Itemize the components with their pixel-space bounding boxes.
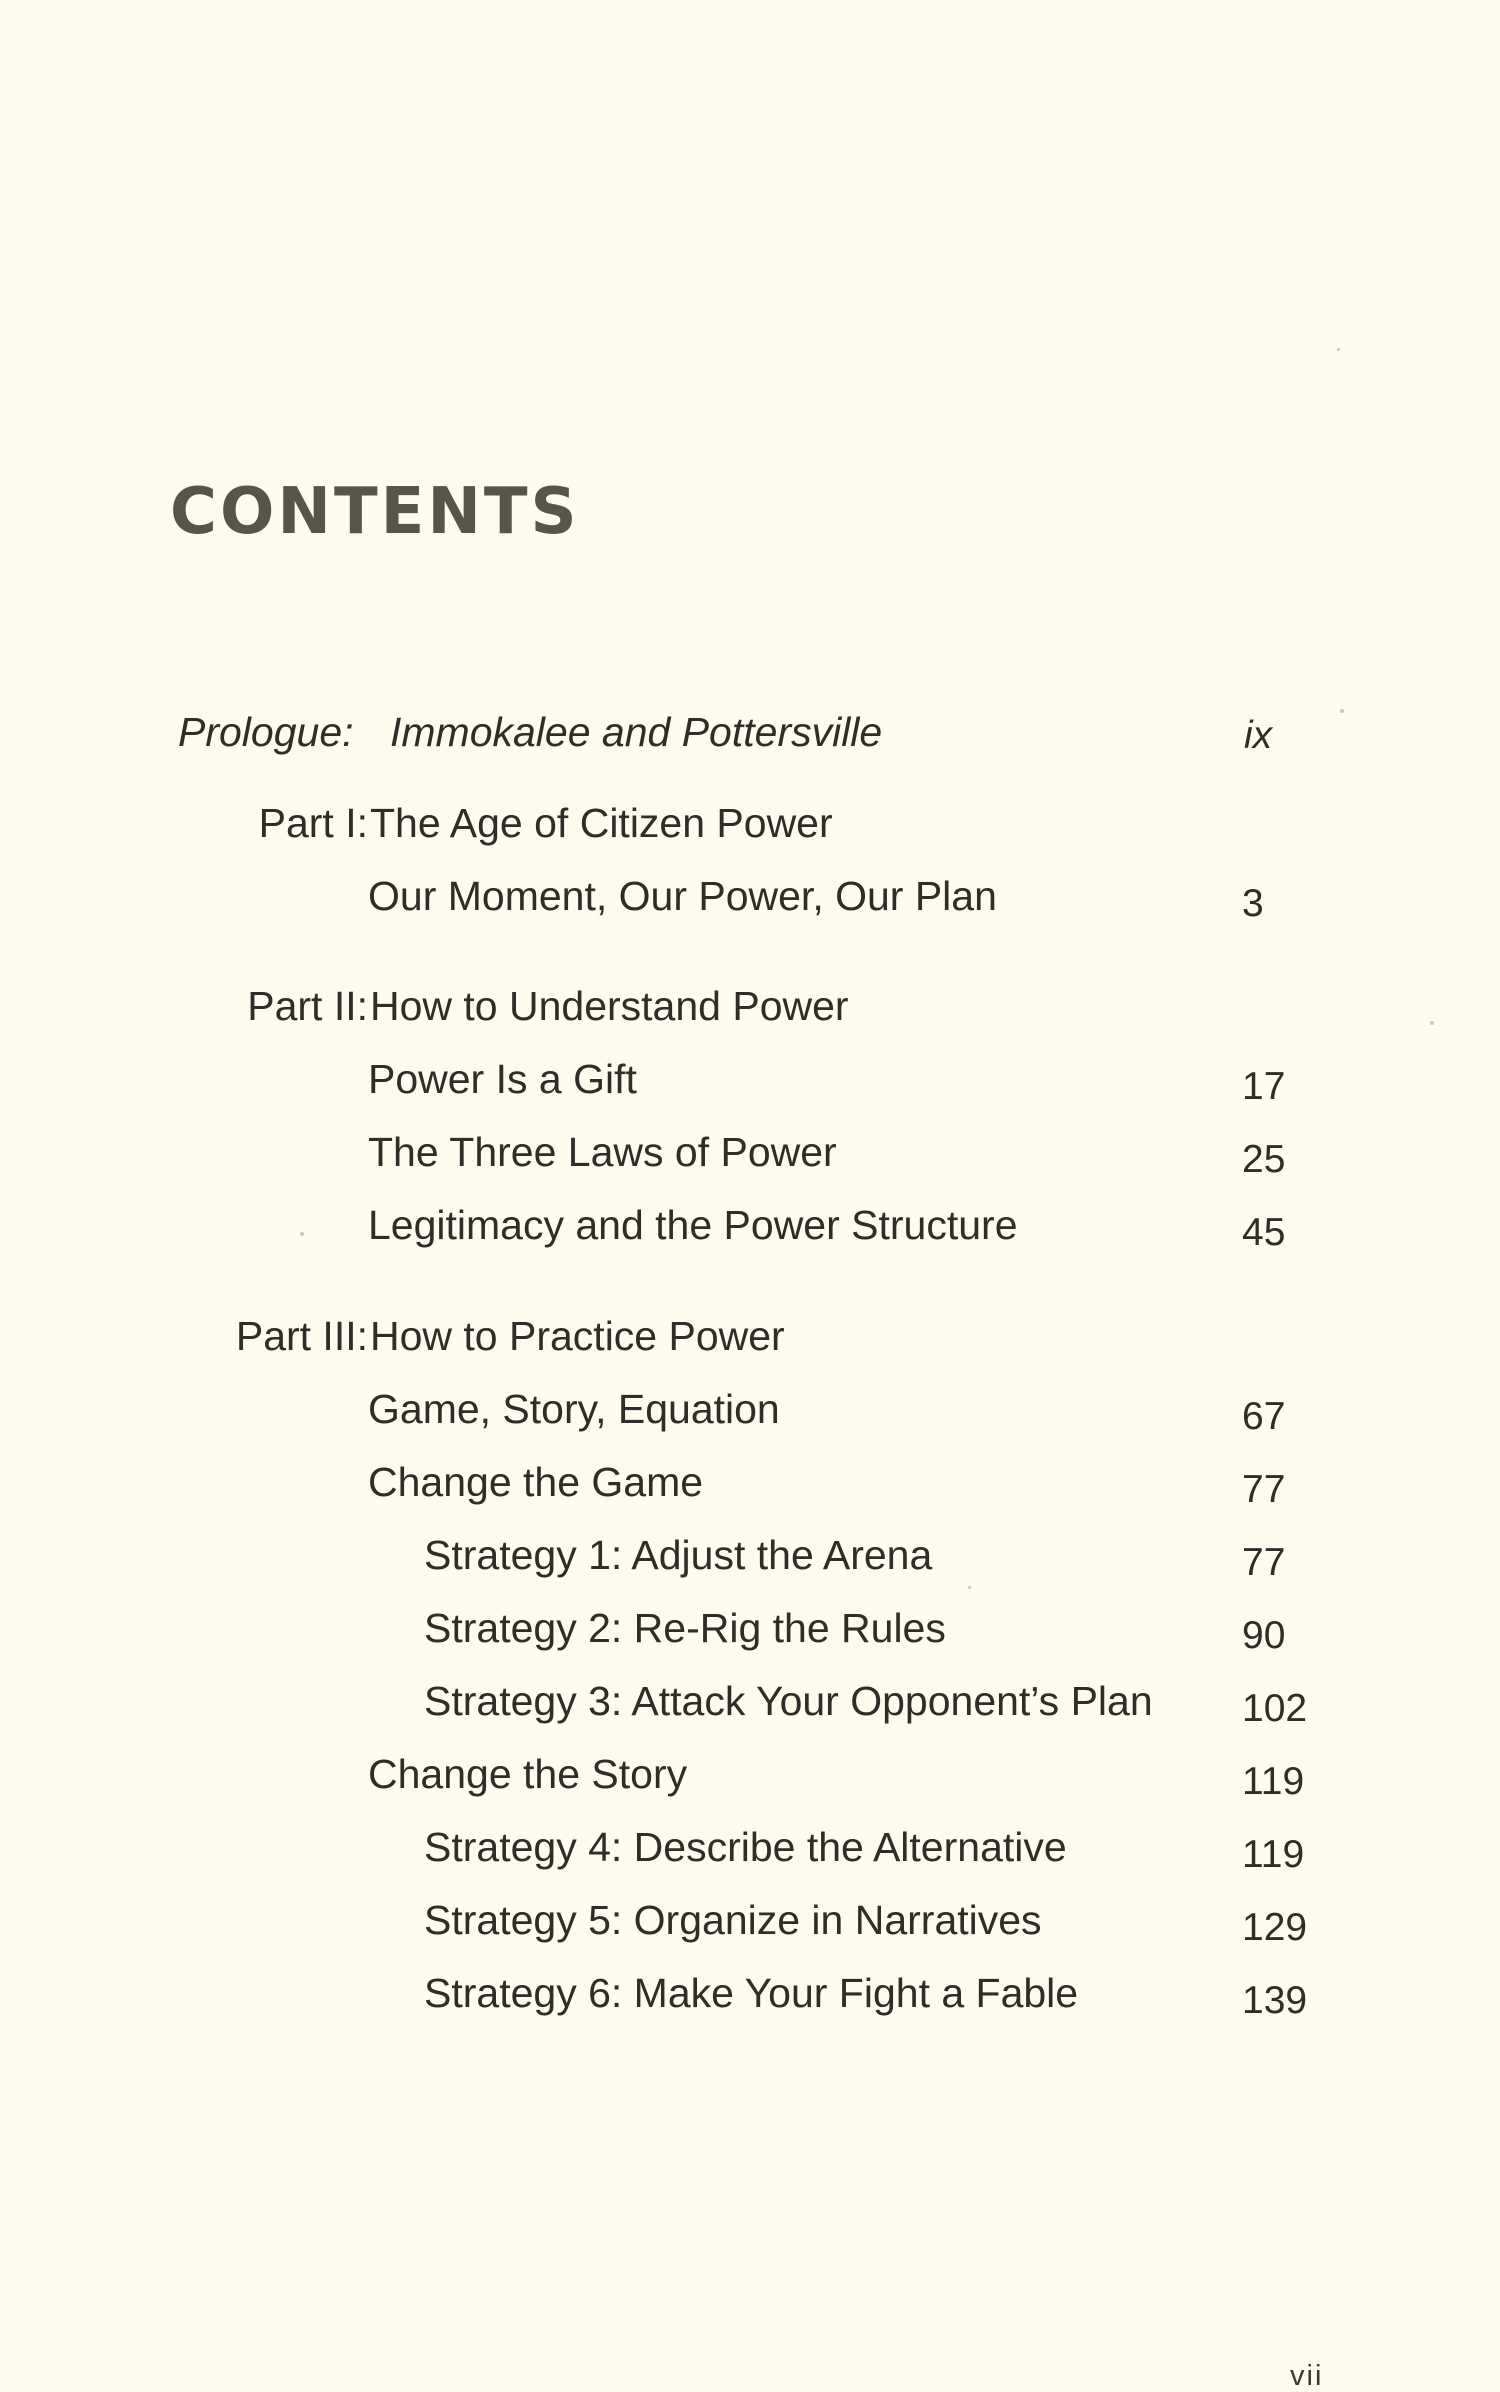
strategy-title: Strategy 3: Attack Your Opponent’s Plan: [424, 1678, 1153, 1724]
strategy-page: 139: [1242, 1979, 1308, 2022]
part-3-label: Part III:: [235, 1313, 368, 1359]
prologue-page: ix: [1244, 714, 1273, 757]
paper-speck: [1337, 348, 1340, 351]
paper-speck: [300, 1232, 304, 1236]
part-3-title: How to Practice Power: [370, 1313, 785, 1359]
strategy-page: 119: [1242, 1833, 1305, 1876]
page-number: vii: [1290, 2360, 1324, 2392]
strategy-title: Strategy 2: Re-Rig the Rules: [424, 1605, 946, 1651]
chapter-title: Change the Game: [368, 1459, 704, 1505]
paper-speck: [1340, 709, 1344, 713]
chapter-page: 17: [1242, 1065, 1286, 1108]
page-title: CONTENTS: [170, 475, 580, 549]
chapter-page: 3: [1242, 882, 1264, 925]
chapter-title: Legitimacy and the Power Structure: [368, 1202, 1018, 1248]
part-1-label: Part I:: [258, 800, 368, 846]
strategy-page: 129: [1242, 1906, 1308, 1949]
strategy-title: Strategy 6: Make Your Fight a Fable: [424, 1970, 1079, 2016]
prologue-label: Prologue:: [178, 709, 354, 755]
part-2-label: Part II:: [247, 983, 368, 1029]
chapter-title: The Three Laws of Power: [368, 1129, 837, 1175]
paper-speck: [968, 1586, 971, 1589]
chapter-title: Game, Story, Equation: [368, 1386, 780, 1432]
part-2-title: How to Understand Power: [370, 983, 849, 1029]
chapter-page: 45: [1242, 1211, 1286, 1254]
strategy-page: 77: [1242, 1541, 1286, 1584]
chapter-title: Power Is a Gift: [368, 1056, 637, 1102]
chapter-title: Our Moment, Our Power, Our Plan: [368, 873, 997, 919]
strategy-title: Strategy 1: Adjust the Arena: [424, 1532, 933, 1578]
part-1-title: The Age of Citizen Power: [370, 800, 833, 846]
chapter-page: 77: [1242, 1468, 1286, 1511]
chapter-page: 119: [1242, 1760, 1305, 1803]
strategy-title: Strategy 4: Describe the Alternative: [424, 1824, 1067, 1870]
paper-speck: [1430, 1021, 1434, 1025]
strategy-page: 102: [1242, 1687, 1308, 1730]
chapter-page: 25: [1242, 1138, 1286, 1181]
chapter-page: 67: [1242, 1395, 1286, 1438]
chapter-title: Change the Story: [368, 1751, 688, 1797]
prologue-title: Immokalee and Pottersville: [390, 709, 883, 755]
strategy-page: 90: [1242, 1614, 1286, 1657]
strategy-title: Strategy 5: Organize in Narratives: [424, 1897, 1042, 1943]
